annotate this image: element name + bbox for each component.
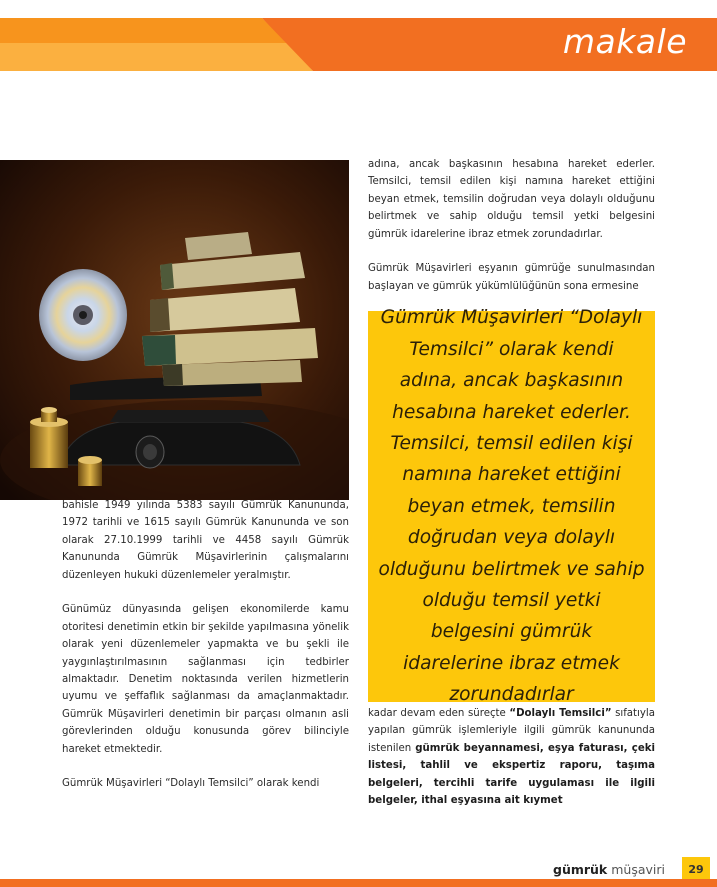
right-text-column-top (368, 156, 655, 313)
brand-regular: müşaviri (611, 862, 665, 877)
footer-brand (553, 862, 665, 877)
section-title: makale (562, 22, 687, 61)
pull-quote-box (368, 307, 655, 706)
text-span: kadar devam eden süreçte (368, 708, 510, 719)
right-paragraph-1: adına, ancak başkasının hesabına hareket ederler. Temsilci, temsil edilen kişi namına hareket ettiğini beyan etmek, temsilin doğrudan veya dolaylı olduğunu belirtmek ve sahip olduğu temsil yetki belgesini gümrük idarelerine ibraz etmek zorundadırlar. (368, 159, 655, 240)
right-text-column-bottom (368, 705, 655, 827)
left-paragraph-2: Günümüz dünyasında gelişen ekonomilerde kamu otoritesi denetimin etkin bir şekilde yapılmasına yönelik olarak yeni düzenlemeler yapmakta ve bu şekli ile yaygınlaştırılmasının sağlanması için tedbirler almaktadır. Denetim noktasında verilen hizmetlerin uyumu ve şeffaflık sağlanması da amaçlanmaktadır. Gümrük Müşavirleri denetimin bir parçası olmanın asli görevlerinden olduğu konusunda görev bilinciyle hareket etmektedir. (62, 604, 349, 755)
brand-bold: gümrük (553, 862, 608, 877)
right-paragraph-2: Gümrük Müşavirleri eşyanın gümrüğe sunulmasından başlayan ve gümrük yükümlülüğünün sona ermesine (368, 263, 655, 292)
books-cd-scale-photo (0, 160, 349, 500)
bold-term: “Dolaylı Temsilci” (509, 708, 612, 719)
left-text-column (62, 497, 349, 810)
text-span: sıfatıyla yapılan gümrük işlemleriyle ilgili gümrük kanununda istenilen (368, 708, 655, 754)
right-paragraph-3 (368, 705, 655, 809)
left-paragraph-3: Gümrük Müşavirleri “Dolaylı Temsilci” olarak kendi (62, 778, 320, 790)
left-paragraph-1: bahisle 1949 yılında 5383 sayılı Gümrük Kanununda, 1972 tarihli ve 1615 sayılı Gümrük Kanununda ve son olarak 27.10.1999 tarihli ve 4458 sayılı Gümrük Kanununda Gümrük Müşavirlerinin çalışmalarını düzenleyen hukuki düzenlemeler yeralmıştır. (62, 500, 349, 581)
pull-quote-text: Gümrük Müşavirleri “Dolaylı Temsilci” olarak kendi adına, ancak başkasının hesabına hareket ederler. Temsilci, temsil edilen kişi namına hareket ettiğini beyan etmek, temsilin doğrudan veya dolaylı olduğunu belirtmek ve sahip olduğu temsil yetki belgesini gümrük idarelerine ibraz etmek zorundadırlar (378, 307, 645, 706)
footer-bar (0, 879, 717, 887)
bold-document-list: gümrük beyannamesi, eşya faturası, çeki listesi, tahlil ve ekspertiz raporu, taşıma belgeleri, tercihli tarife uygulaması ile ilgili belgeler, ithal eşyasına ait kıymet (368, 742, 655, 807)
page-number: 29 (682, 857, 710, 881)
header-lower-stripe (0, 43, 313, 71)
header-light-stripe (0, 18, 288, 43)
